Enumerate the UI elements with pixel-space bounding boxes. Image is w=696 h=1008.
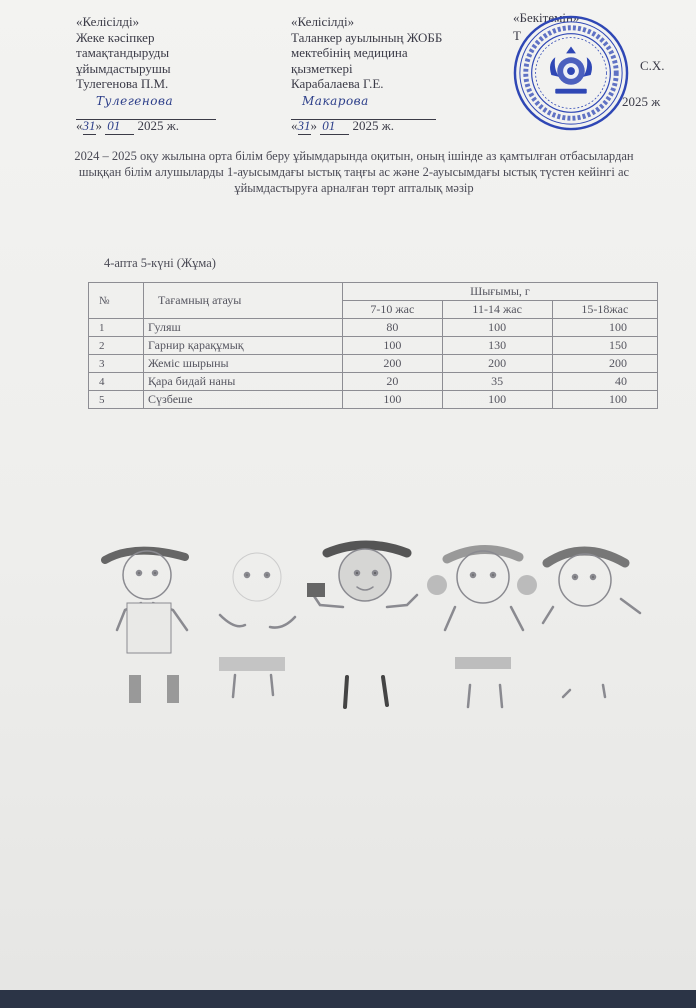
signature-middle: Макарова (302, 94, 369, 108)
row-value: 100 (442, 319, 552, 337)
date-month: 01 (105, 118, 134, 135)
row-num: 5 (89, 391, 144, 409)
row-num: 4 (89, 373, 144, 391)
table-row (89, 337, 658, 355)
row-value: 130 (442, 337, 552, 355)
children-illustration-icon (95, 535, 655, 725)
row-dish: Қара бидай наны (144, 373, 343, 391)
row-value: 200 (442, 355, 552, 373)
approval-left-date: «31» 01 2025 ж. (76, 118, 179, 133)
table-header-row (89, 283, 658, 301)
row-value: 150 (552, 337, 657, 355)
row-num: 1 (89, 319, 144, 337)
date-month: 01 (320, 118, 349, 135)
row-value: 100 (442, 391, 552, 409)
signature-left: Тулегенова (96, 94, 174, 108)
row-dish: Жеміс шырыны (144, 355, 343, 373)
approval-right-line2: С.Х. (640, 58, 665, 73)
date-year: 2025 ж. (137, 118, 179, 133)
header-age-7-10: 7-10 жас (343, 301, 443, 319)
date-day: 31 (82, 118, 96, 133)
photo-bottom-edge (0, 990, 696, 1008)
approval-middle-agreed: «Келісілді» (291, 14, 355, 29)
approval-middle (291, 14, 442, 92)
row-value: 35 (442, 373, 552, 391)
approval-middle-line: Таланкер ауылының ЖОББ (291, 29, 443, 45)
official-stamp-icon (512, 14, 630, 132)
document-title: 2024 – 2025 оқу жылына орта білім беру ұйымдарында оқитын, оның ішінде аз қамтылған отбасылардан шыққан білім алушыларды 1-ауысымдағы ыстық таңғы ас және 2-ауысымдағы ыстық түстен кейінгі ас ұйымдастыруға арналған төрт апталық мәзір (74, 149, 634, 195)
row-num: 2 (89, 337, 144, 355)
row-value: 200 (552, 355, 657, 373)
approval-middle-line: мектебінің медицина (291, 45, 408, 60)
row-value: 80 (343, 319, 443, 337)
approval-left-name: Тулегенова П.М. (76, 76, 169, 91)
row-value: 20 (343, 373, 443, 391)
approval-right-line1: Т (513, 28, 521, 43)
approval-left-line: Жеке кәсіпкер (76, 29, 155, 45)
header-age-11-14: 11-14 жас (442, 301, 552, 319)
row-value: 40 (552, 373, 657, 391)
table-row (89, 355, 658, 373)
header-name: Тағамның атауы (144, 283, 343, 319)
approval-right-date: 2025 ж (622, 94, 661, 109)
date-day: 31 (297, 118, 311, 133)
table-row (89, 391, 658, 409)
approval-left (76, 14, 171, 92)
row-num: 3 (89, 355, 144, 373)
table-row (89, 373, 658, 391)
approval-left-agreed: «Келісілді» (76, 14, 140, 29)
header-age-15-18: 15-18жас (552, 301, 657, 319)
approval-middle-line: қызметкері (291, 60, 353, 76)
row-value: 100 (343, 391, 443, 409)
row-value: 100 (552, 319, 657, 337)
day-label: 4-апта 5-күні (Жұма) (104, 256, 216, 270)
date-year: 2025 ж. (352, 118, 394, 133)
row-value: 100 (552, 391, 657, 409)
row-dish: Сүзбеше (144, 391, 343, 409)
approval-left-line: ұйымдастырушы (76, 60, 171, 76)
row-value: 100 (343, 337, 443, 355)
approval-middle-date: «31» 01 2025 ж. (291, 118, 394, 133)
row-dish: Гарнир қарақұмық (144, 337, 343, 355)
approval-left-line: тамақтандыруды (76, 45, 170, 60)
menu-table (88, 282, 658, 409)
header-num: № (89, 283, 144, 319)
header-yield: Шығымы, г (343, 283, 658, 301)
approval-right-approved: «Бекітемін» (513, 10, 580, 25)
row-value: 200 (343, 355, 443, 373)
row-dish: Гуляш (144, 319, 343, 337)
table-row (89, 319, 658, 337)
approval-middle-name: Карабалаева Г.Е. (291, 76, 384, 91)
